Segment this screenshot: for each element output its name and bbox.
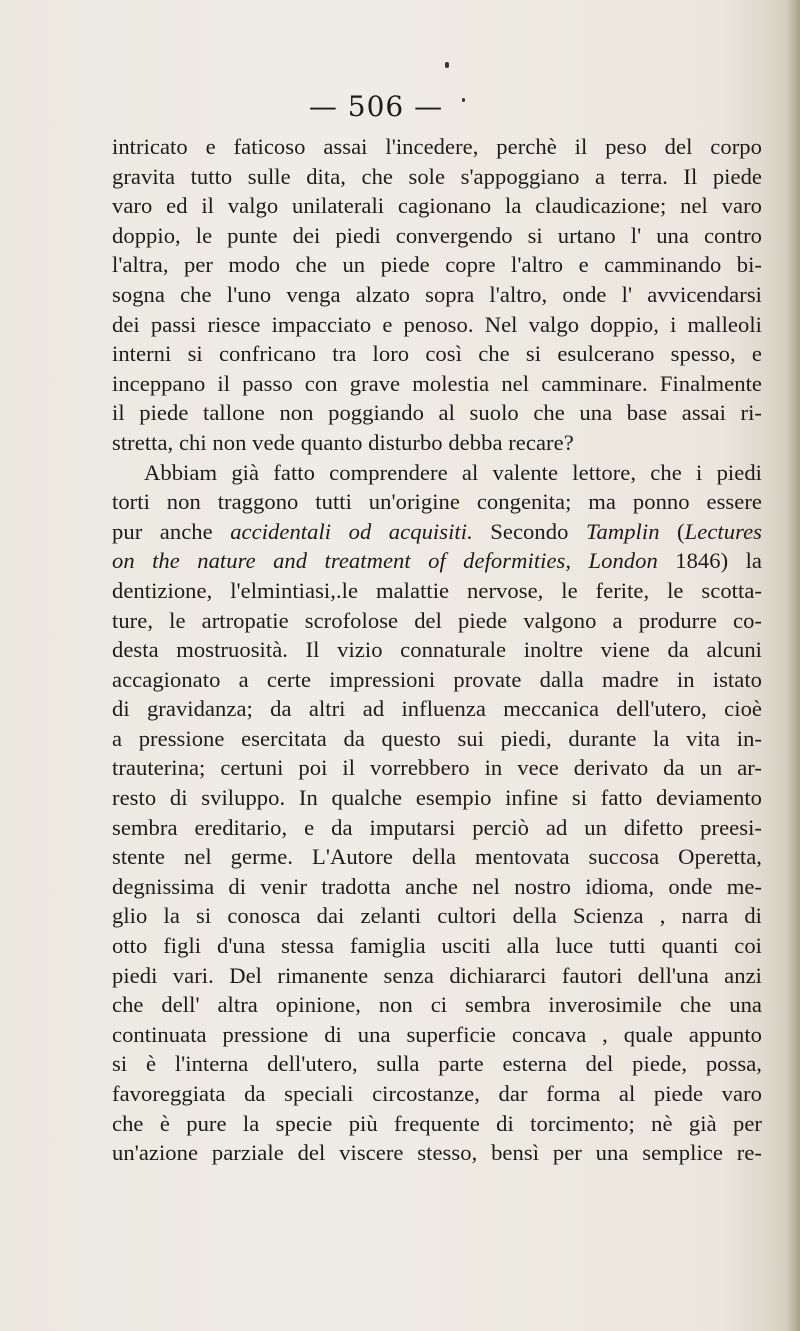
text-run: di gravidanza; da altri ad influenza meccanica dell'utero, cioè [112,696,762,722]
text-run: varo ed il valgo unilaterali cagionano la claudicazione; nel varo [112,193,762,219]
text-line [112,1020,762,1050]
text-run: sembra ereditario, e da imputarsi perciò ad un difetto preesi- [112,814,762,840]
italic-text: Tamplin [585,518,660,544]
text-line [112,576,762,606]
text-run: interni si confricano tra loro così che si esulcerano spesso, e [112,341,762,367]
text-run: a pressione esercitata da questo sui piedi, durante la vita in- [112,725,762,751]
text-line [112,1109,762,1139]
text-line [112,517,762,547]
text-line [112,458,762,488]
text-line [112,665,762,695]
text-run: Abbiam già fatto comprendere al valente lettore, che i piedi [144,459,762,485]
text-line [112,901,762,931]
text-line [112,162,762,192]
text-run: gravita tutto sulle dita, che sole s'appoggiano a terra. Il piede [112,163,762,189]
text-line [112,1079,762,1109]
text-run: che dell' altra opinione, non ci sembra inverosimile che una [112,992,762,1018]
text-run: 1846) la [657,548,762,574]
text-run: trauterina; certuni poi il vorrebbero in vece derivato da un ar- [112,755,762,781]
italic-text: accidentali od acquisiti. [230,518,473,544]
text-run: sogna che l'uno venga alzato sopra l'altro, onde l' avvicendarsi [112,281,762,307]
text-line [112,1049,762,1079]
text-run: ( [659,518,685,544]
text-line [112,1138,762,1168]
text-line [112,428,762,458]
text-run: piedi vari. Del rimanente senza dichiararci fautori dell'una anzi [112,962,762,988]
page-edge-shadow [786,0,800,1331]
text-run: intricato e faticoso assai l'incedere, perchè il peso del corpo [112,134,762,159]
text-line [112,842,762,872]
text-run: pur anche [112,518,231,544]
text-line [112,221,762,251]
text-run: che è pure la specie più frequente di torcimento; nè già per [112,1110,762,1136]
page-number: — 506 — [308,90,444,123]
text-line [112,872,762,902]
text-line [112,310,762,340]
text-run: si è l'interna dell'utero, sulla parte esterna del piede, possa, [112,1051,762,1077]
text-run: accagionato a certe impressioni provate dalla madre in istato [112,666,762,692]
text-line [112,132,762,162]
text-line [112,813,762,843]
text-line [112,280,762,310]
text-line [112,990,762,1020]
text-run: Secondo [472,518,586,544]
text-run: desta mostruosità. Il vizio connaturale inoltre viene da alcuni [112,637,762,663]
body-text [112,132,762,1168]
italic-text: on the nature and treatment of deformities, London [112,548,658,574]
text-line [112,191,762,221]
text-line [112,250,762,280]
text-run: glio la si conosca dai zelanti cultori della Scienza , narra di [112,903,762,929]
text-line [112,398,762,428]
text-run: resto di sviluppo. In qualche esempio infine si fatto deviamento [112,785,762,811]
text-line [112,339,762,369]
text-run: favoreggiata da speciali circostanze, dar forma al piede varo [112,1081,762,1106]
text-run: doppio, le punte dei piedi convergendo si urtano l' una contro [112,222,762,248]
text-line [112,724,762,754]
text-line [112,753,762,783]
text-run: dei passi riesce impacciato e penoso. Nel valgo doppio, i malleoli [112,311,762,337]
text-run: l'altra, per modo che un piede copre l'altro e camminando bi- [112,252,762,278]
italic-text: Lectures [684,518,762,544]
text-line [112,606,762,636]
text-line [112,931,762,961]
text-run: il piede tallone non poggiando al suolo che una base assai ri- [112,400,762,426]
text-run: dentizione, l'elmintiasi,.le malattie nervose, le ferite, le scotta- [112,577,762,603]
ink-speck [445,62,449,68]
text-line [112,783,762,813]
text-line [112,961,762,991]
text-line [112,694,762,724]
text-run: stente nel germe. L'Autore della mentovata succosa Operetta, [112,844,762,870]
text-line [112,635,762,665]
text-run: stretta, chi non vede quanto disturbo debba recare? [112,429,574,455]
text-run: torti non traggono tutti un'origine congenita; ma ponno essere [112,489,762,515]
text-run: un'azione parziale del viscere stesso, bensì per una semplice re- [112,1140,762,1166]
text-line [112,546,762,576]
text-run: ture, le artropatie scrofolose del piede valgono a produrre co- [112,607,762,633]
text-line [112,487,762,517]
text-run: otto figli d'una stessa famiglia usciti alla luce tutti quanti coi [112,933,762,959]
text-line [112,369,762,399]
text-run: degnissima di venir tradotta anche nel nostro idioma, onde me- [112,873,762,899]
text-run: continuata pressione di una superficie concava , quale appunto [112,1021,762,1047]
text-run: inceppano il passo con grave molestia nel camminare. Finalmente [112,370,762,396]
